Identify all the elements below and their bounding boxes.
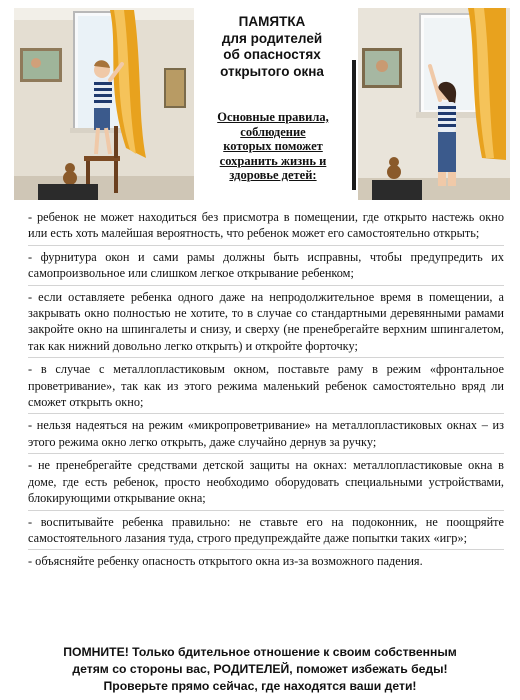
subtitle-line: соблюдение — [240, 124, 306, 139]
footer-warning — [14, 644, 506, 695]
document-subtitle — [198, 110, 348, 183]
title-line: открытого окна — [220, 63, 324, 79]
subtitle-line: Основные правила, — [217, 110, 329, 124]
title-line: для родителей — [221, 30, 323, 46]
rule-item: - объясняйте ребенку опасность открытого окна из-за возможного падения. — [28, 554, 423, 569]
subtitle-line: сохранить жизнь и — [219, 153, 327, 168]
subtitle-line: здоровье детей: — [229, 168, 317, 182]
rule-item: - нельзя надеяться на режим «микропроветривание» на металлопластиковых окнах – из этого режима окно легко открыть, даже случайно дернув за ручку; — [28, 414, 504, 454]
rule-item: - не пренебрегайте средствами детской защиты на окнах: металлопластиковые окна в доме, где есть ребенок, просто необходимо оборудовать специальными устройствами, блокирующими открывание окна; — [28, 454, 504, 510]
rule-item: - воспитывайте ребенка правильно: не ставьте его на подоконник, не поощряйте самостоятельного лазания туда, строго предупреждайте даже попытки таких «игр»; — [28, 511, 504, 551]
document-title — [196, 14, 348, 80]
footer-line: ПОМНИТЕ! Только бдительное отношение к своим собственным — [63, 645, 457, 659]
photo-child-reaching-window — [358, 8, 510, 200]
rule-item: - фурнитура окон и сами рамы должны быть исправны, чтобы предупредить их самопроизвольное или слишком легкое открывание ребенком; — [28, 246, 504, 286]
rule-item: - если оставляете ребенка одного даже на непродолжительное время в помещении, а закрывать окно полностью не хотите, то в случае со стандартными деревянными рамами закройте окно на шпингалеты и снизу, и сверху (не пренебрегайте верхним шпингалетом, так как нижний довольно легко открыть) и откройте форточку; — [28, 286, 504, 359]
photo-child-climbing-window — [14, 8, 194, 200]
title-line: ПАМЯТКА — [238, 14, 306, 29]
subtitle-line: которых поможет — [223, 139, 323, 153]
title-line: об опасностях — [223, 47, 321, 62]
rule-item: - ребенок не может находиться без присмотра в помещении, где открыто настежь окно или есть хоть малейшая вероятность, что ребенок может его самостоятельно открыть; — [28, 206, 504, 246]
footer-line: Проверьте прямо сейчас, где находятся ваши дети! — [103, 679, 417, 693]
rules-list — [28, 206, 504, 573]
photo-divider — [352, 60, 356, 190]
footer-line: детям со стороны вас, РОДИТЕЛЕЙ, поможет избежать беды! — [72, 662, 448, 676]
rule-item: - в случае с металлопластиковым окном, поставьте раму в режим «фронтальное проветривание», так как из этого режима маленький ребенок самостоятельно вряд ли сможет открыть окно; — [28, 358, 504, 414]
